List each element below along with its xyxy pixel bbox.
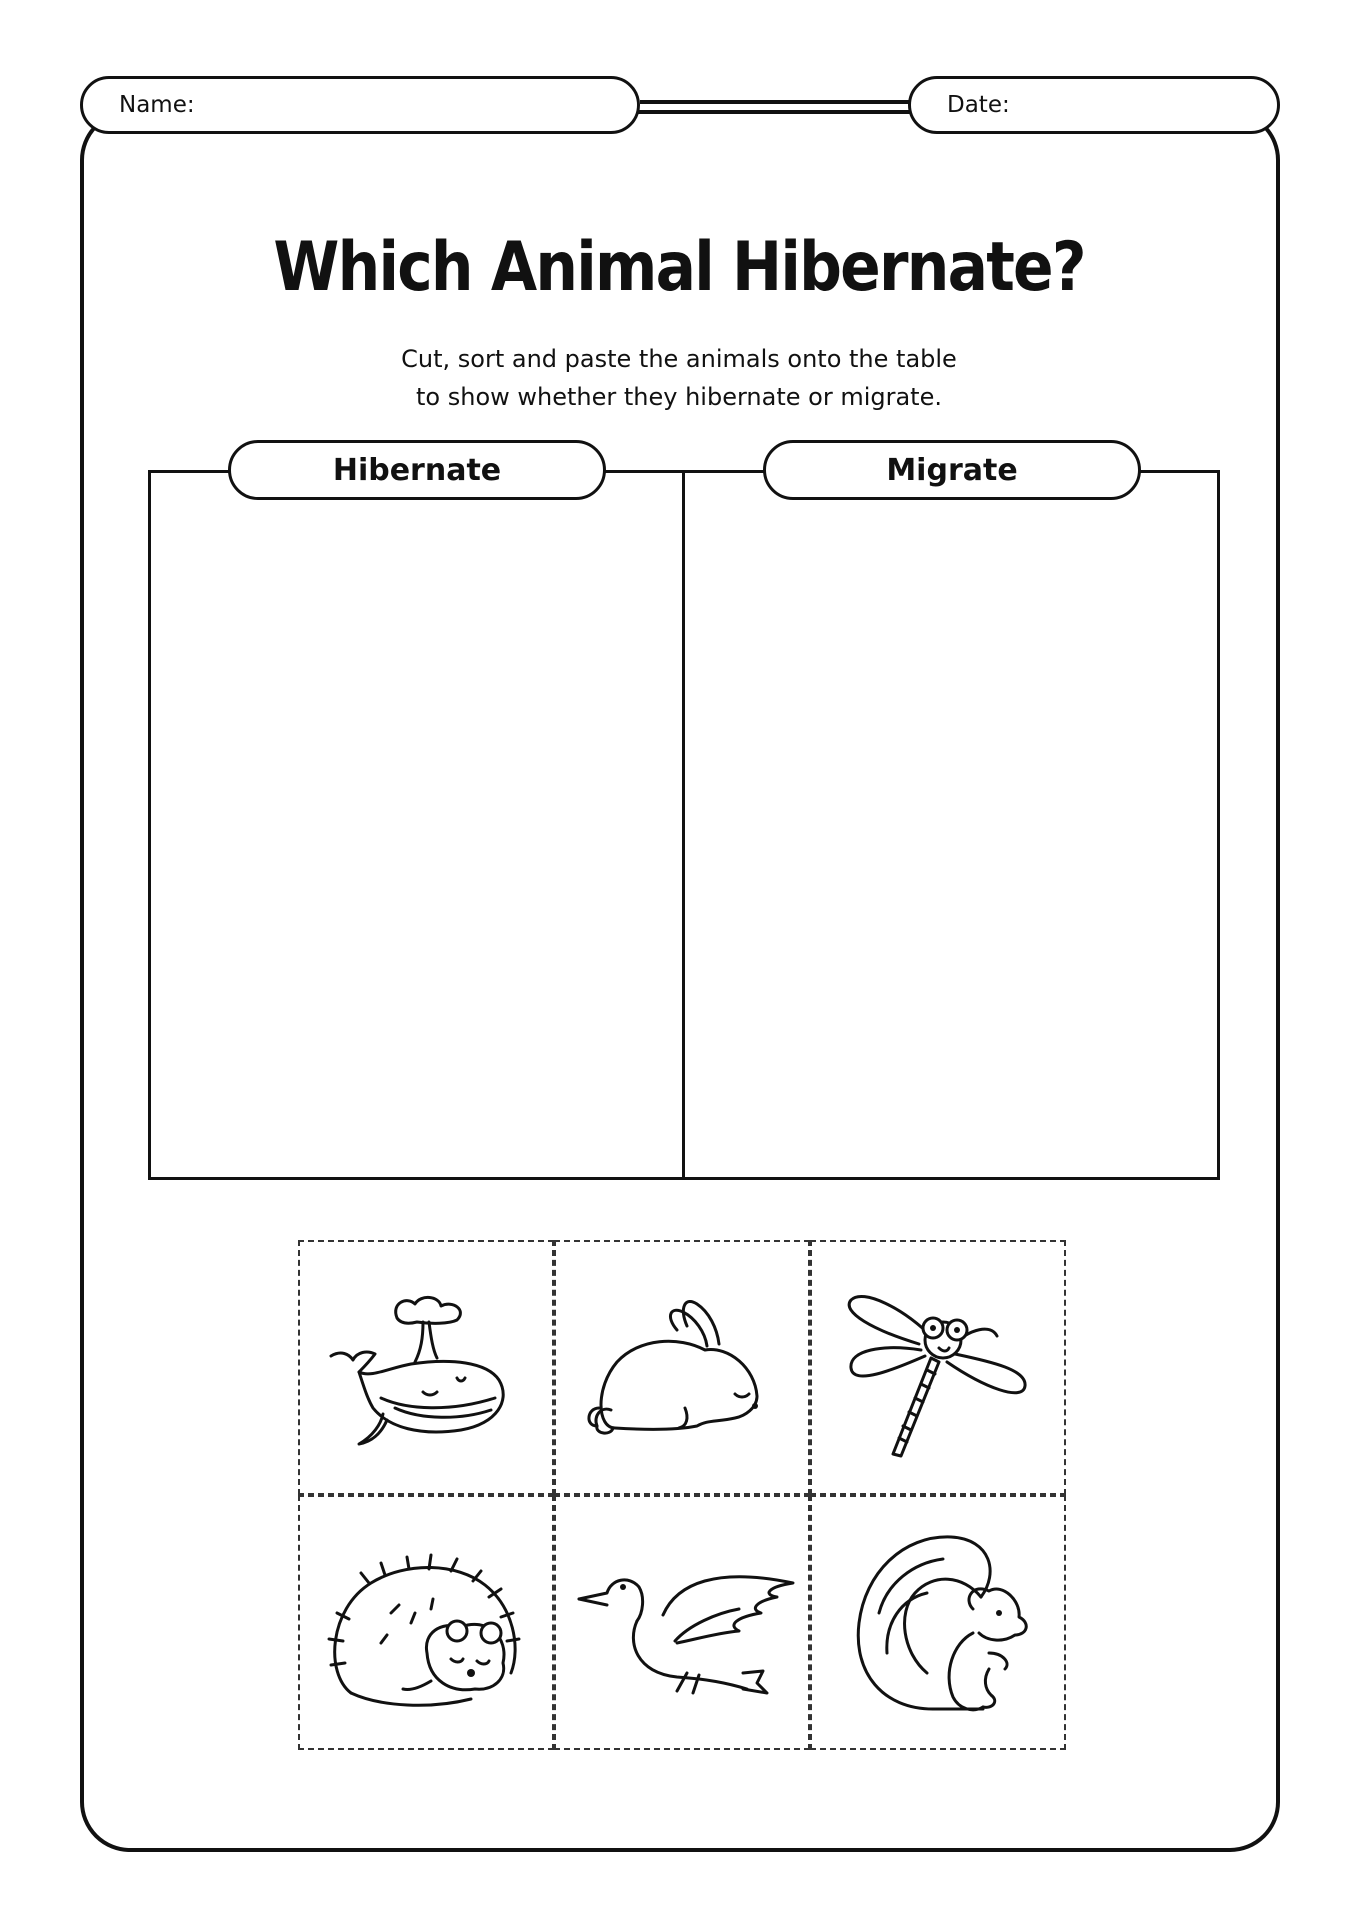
instructions [0, 340, 1358, 416]
column-header-migrate: Migrate [763, 440, 1141, 500]
animal-card[interactable] [554, 1240, 810, 1495]
whale-icon [311, 1258, 541, 1478]
hedgehog-icon [311, 1513, 541, 1733]
squirrel-icon [823, 1513, 1053, 1733]
date-field[interactable] [908, 76, 1280, 134]
animal-card[interactable] [810, 1495, 1066, 1750]
animal-card[interactable] [554, 1495, 810, 1750]
page-title: Which Animal Hibernate? [273, 228, 1085, 307]
cutout-cards [298, 1240, 1066, 1750]
animal-card[interactable] [810, 1240, 1066, 1495]
bird-icon [567, 1513, 797, 1733]
instruction-line: Cut, sort and paste the animals onto the table [401, 345, 957, 373]
animal-card[interactable] [298, 1495, 554, 1750]
rabbit-icon [567, 1258, 797, 1478]
animal-card[interactable] [298, 1240, 554, 1495]
instruction-line: to show whether they hibernate or migrate. [416, 383, 942, 411]
name-field[interactable] [80, 76, 640, 134]
dragonfly-icon [823, 1258, 1053, 1478]
column-header-hibernate: Hibernate [228, 440, 606, 500]
date-label: Date: [947, 92, 1010, 118]
header-connector-line [640, 100, 910, 104]
table-divider [682, 470, 685, 1180]
name-label: Name: [119, 92, 195, 118]
